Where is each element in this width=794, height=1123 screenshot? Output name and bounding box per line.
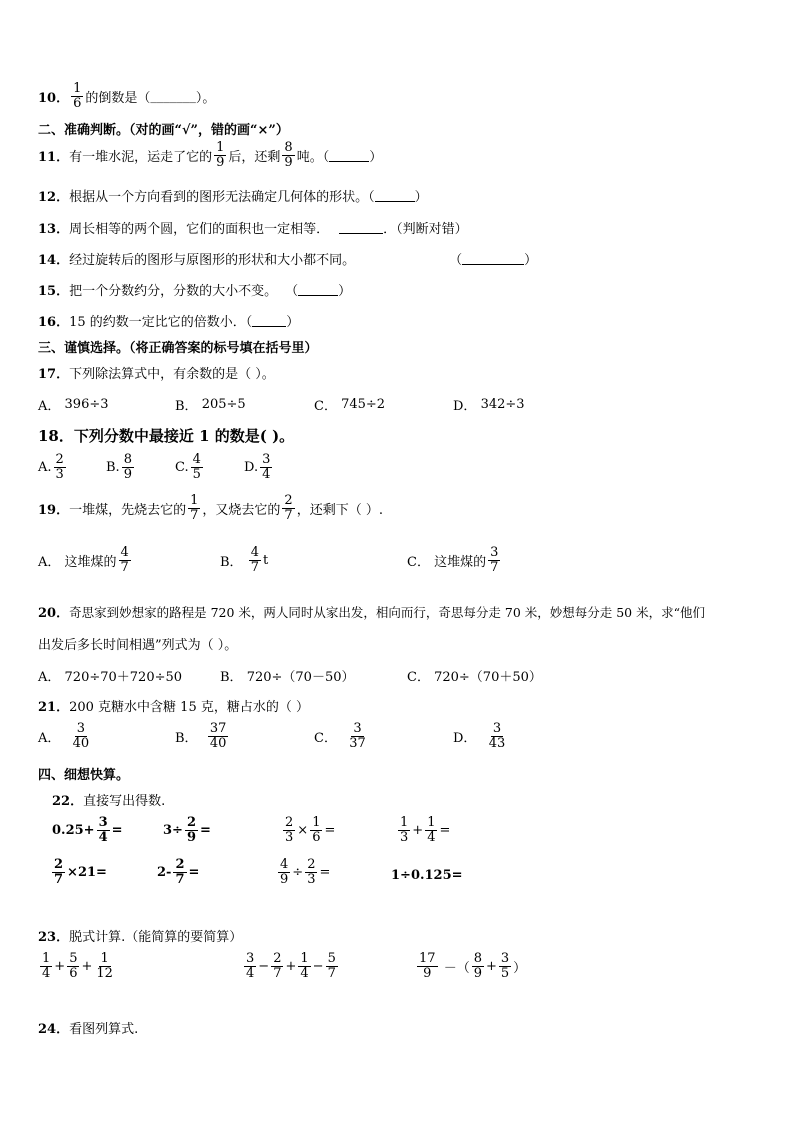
fraction: $\frac{8}{9}$: [284, 140, 293, 170]
option-c[interactable]: C． $\frac{3}{37}$: [314, 721, 366, 751]
option-a[interactable]: A． $\frac{3}{40}$: [38, 721, 90, 751]
answer-blank[interactable]: [462, 252, 524, 265]
calc-item: 1÷0.125=: [391, 868, 463, 883]
fraction: $\frac{1}{7}$: [190, 493, 199, 523]
calc-expression: $\frac{3}{4}$ − $\frac{2}{7}$ + $\frac{1}{4}$ − $\frac{5}{7}$: [246, 951, 336, 981]
question-11: 11． 有一堆水泥，运走了它的 $\frac{1}{9}$ 后，还剩 $\frac{8}{9}$ 吨。（ ）: [38, 140, 383, 170]
question-number: 10．: [38, 90, 70, 106]
option-c[interactable]: C． 这堆煤的 $\frac{3}{7}$: [407, 545, 499, 575]
question-24: 24． 看图列算式.: [38, 1022, 139, 1037]
section-heading-4: 四、细想快算。: [38, 768, 130, 783]
calc-expression: $\frac{17}{9}$ －（ $\frac{8}{9}$ + $\frac{3}{5}$ ）: [419, 951, 527, 981]
option-d[interactable]: D． 342÷3: [453, 397, 525, 414]
fraction: $\frac{1}{6}$: [73, 81, 82, 111]
option-c[interactable]: C． 720÷（70＋50）: [407, 670, 542, 685]
fraction: $\frac{1}{9}$: [216, 140, 225, 170]
answer-blank[interactable]: [329, 149, 369, 162]
section-heading-3: 三、谨慎选择。（将正确答案的标号填在括号里）: [38, 341, 318, 356]
calc-item: $\frac{1}{3}$ + $\frac{1}{4}$ =: [400, 815, 451, 845]
option-c[interactable]: C. $\frac{4}{5}$: [175, 452, 201, 482]
question-13: 13． 周长相等的两个圆，它们的面积也一定相等． ．（判断对错）: [38, 222, 468, 237]
answer-blank[interactable]: _______: [150, 88, 196, 104]
question-23: 23． 脱式计算.（能简算的要简算）: [38, 930, 243, 945]
question-21: 21． 200 克糖水中含糖 15 克，糖占水的（ ）: [38, 700, 309, 715]
answer-blank[interactable]: [298, 283, 338, 296]
calc-item: 3÷ $\frac{2}{9}$ =: [163, 815, 211, 845]
calc-item: $\frac{2}{7}$ ×21=: [54, 857, 107, 887]
option-c[interactable]: C． 745÷2: [314, 397, 386, 414]
option-d[interactable]: D. $\frac{3}{4}$: [244, 452, 271, 482]
question-20: 20． 奇思家到妙想家的路程是 720 米，两人同时从家出发，相向而行，奇思每分走 70 米，妙想每分走 50 米，求“他们: [38, 604, 705, 621]
question-19: 19． 一堆煤，先烧去它的 $\frac{1}{7}$ ，又烧去它的 $\frac{2}{7}$ ，还剩下（ ）.: [38, 493, 383, 523]
question-14: 14． 经过旋转后的图形与原图形的形状和大小都不同。 （ ）: [38, 253, 538, 268]
question-20-line2: 出发后多长时间相遇”列式为（ ）。: [38, 638, 238, 653]
option-a[interactable]: A． 396÷3: [38, 397, 109, 414]
section-heading-2: 二、准确判断。（对的画“√”，错的画“×”）: [38, 123, 289, 138]
calc-item: $\frac{2}{3}$ × $\frac{1}{6}$ =: [285, 815, 336, 845]
question-text: 的倒数是（: [85, 90, 151, 106]
calc-item: $\frac{4}{9}$ ÷ $\frac{2}{3}$ =: [280, 857, 331, 887]
option-b[interactable]: B． 720÷（70－50）: [220, 670, 355, 685]
option-a[interactable]: A． 这堆煤的 $\frac{4}{7}$: [38, 545, 129, 575]
question-17: 17． 下列除法算式中，有余数的是（ ）。: [38, 367, 275, 382]
question-16: 16． 15 的约数一定比它的倍数小．（ ）: [38, 315, 300, 330]
question-15: 15． 把一个分数约分，分数的大小不变。 （ ）: [38, 284, 352, 299]
fraction: $\frac{2}{7}$: [284, 493, 293, 523]
option-a[interactable]: A. $\frac{2}{3}$: [38, 452, 64, 482]
question-10: 10． $\frac{1}{6}$ 的倒数是（ _______ ）。: [38, 81, 216, 111]
calc-expression: $\frac{1}{4}$ + $\frac{5}{6}$ + $\frac{1}{12}$: [42, 951, 113, 981]
answer-blank[interactable]: [252, 314, 286, 327]
calc-item: 0.25+ $\frac{3}{4}$ =: [52, 815, 123, 845]
answer-blank[interactable]: [375, 189, 415, 202]
option-b[interactable]: B. $\frac{8}{9}$: [106, 452, 132, 482]
answer-blank[interactable]: [339, 221, 383, 234]
option-d[interactable]: D． $\frac{3}{43}$: [453, 721, 506, 751]
calc-item: 2- $\frac{2}{7}$ =: [157, 857, 200, 887]
option-b[interactable]: B． $\frac{37}{40}$: [175, 721, 227, 751]
question-18: 18． 下列分数中最接近 1 的数是( )。: [38, 427, 295, 445]
question-22: 22． 直接写出得数.: [52, 794, 166, 809]
option-b[interactable]: B． 205÷5: [175, 397, 246, 414]
option-a[interactable]: A． 720÷70＋720÷50: [38, 670, 183, 685]
question-12: 12． 根据从一个方向看到的图形无法确定几何体的形状。（ ）: [38, 190, 428, 205]
option-b[interactable]: B． $\frac{4}{7}$ t: [220, 545, 269, 575]
